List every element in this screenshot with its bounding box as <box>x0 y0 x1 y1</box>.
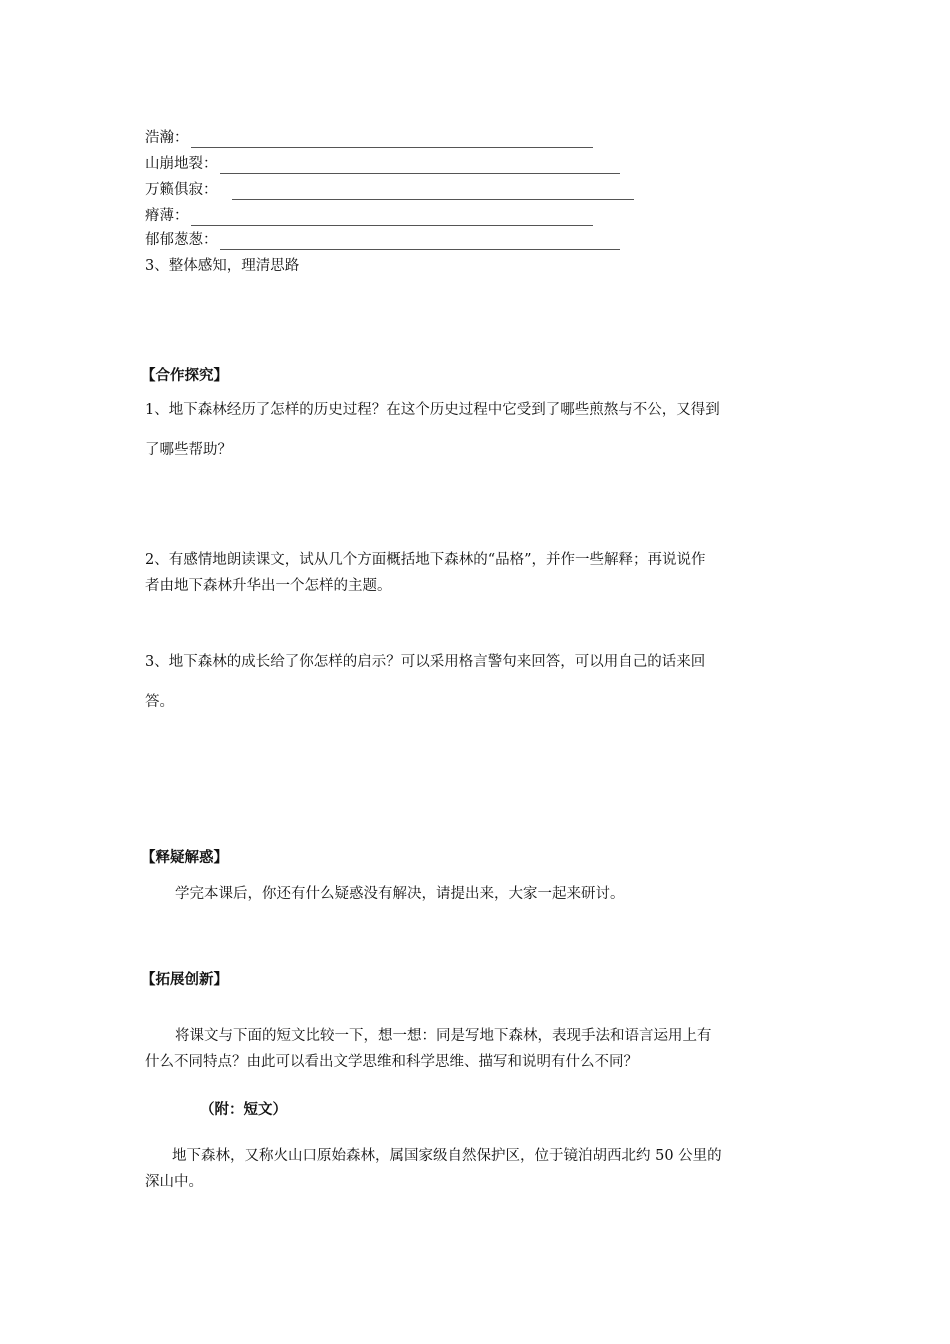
vocab-item-jibao <box>145 206 593 226</box>
section-heading-doubt: 【释疑解惑】 <box>141 849 228 866</box>
answer-blank[interactable] <box>191 133 593 148</box>
answer-blank[interactable] <box>220 159 620 174</box>
section-heading-expand: 【拓展创新】 <box>141 971 228 988</box>
expand-paragraph-line2: 什么不同特点？由此可以看出文学思维和科学思维、描写和说明有什么不同？ <box>145 1054 638 1070</box>
answer-blank[interactable] <box>232 185 634 200</box>
question-2-line2: 者由地下森林升华出一个怎样的主题。 <box>145 578 392 594</box>
answer-blank[interactable] <box>191 211 593 226</box>
vocab-term: 万籁俱寂： <box>145 182 218 198</box>
doubt-text: 学完本课后，你还有什么疑惑没有解决，请提出来，大家一起来研讨。 <box>175 886 625 902</box>
short-text-line2: 深山中。 <box>145 1174 203 1190</box>
question-1-line2: 了哪些帮助？ <box>145 442 232 458</box>
question-3-line1: 3、地下森林的成长给了你怎样的启示？可以采用格言警句来回答，可以用自己的话来回 <box>145 654 706 670</box>
question-2-line1: 2、有感情地朗读课文，试从几个方面概括地下森林的“品格”，并作一些解释；再说说作 <box>145 552 706 568</box>
section-heading-coop: 【合作探究】 <box>141 367 228 384</box>
vocab-item-yuyu <box>145 230 620 250</box>
question-3-line2: 答。 <box>145 694 174 710</box>
step3-heading: 3、整体感知，理清思路 <box>145 258 300 274</box>
short-text-line1: 地下森林，又称火山口原始森林，属国家级自然保护区，位于镜泊胡西北约 50 公里的 <box>172 1148 722 1164</box>
answer-blank[interactable] <box>220 235 620 250</box>
vocab-item-shanbeng <box>145 154 620 174</box>
vocab-term: 山崩地裂： <box>145 156 218 172</box>
question-1-line1: 1、地下森林经历了怎样的历史过程？在这个历史过程中它受到了哪些煎熬与不公，又得到 <box>145 402 720 418</box>
vocab-item-wanlai <box>145 180 634 200</box>
attachment-label: （附：短文） <box>200 1101 287 1118</box>
vocab-term: 瘠薄： <box>145 208 189 224</box>
expand-paragraph-line1: 将课文与下面的短文比较一下，想一想：同是写地下森林，表现手法和语言运用上有 <box>175 1028 712 1044</box>
vocab-term: 浩瀚： <box>145 130 189 146</box>
vocab-term: 郁郁葱葱： <box>145 232 218 248</box>
vocab-item-haohan <box>145 128 593 148</box>
